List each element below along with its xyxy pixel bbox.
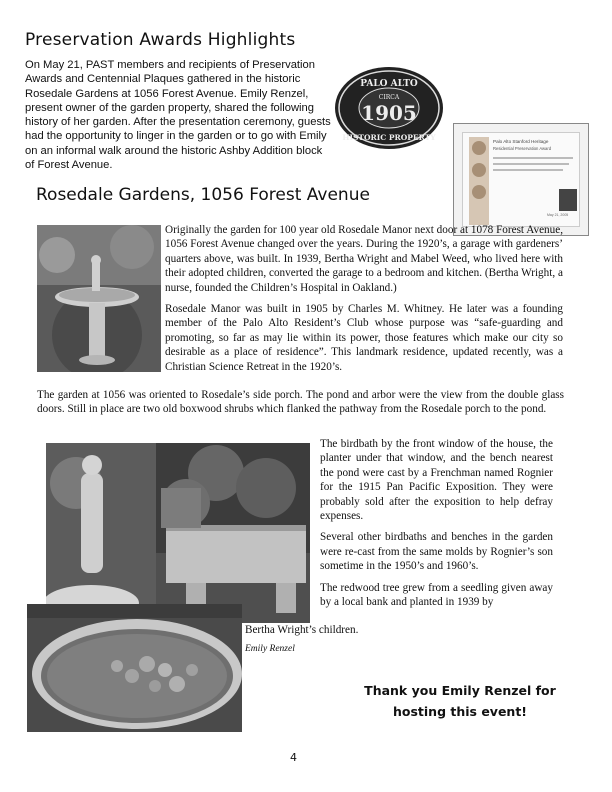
statue-planter-photo xyxy=(46,443,310,623)
paragraph-recast: Several other birdbaths and benches in the garden were re-cast from the same molds by Rognier’s son sometime in the 1950’s and 1960’s. xyxy=(320,531,553,573)
award-certificate xyxy=(453,123,589,236)
certificate-inner xyxy=(462,132,580,227)
certificate-seal-icon xyxy=(472,185,486,199)
plaque-top-text: PALO ALTO xyxy=(360,79,418,89)
intro-text: On May 21, PAST members and recipients of Preservation Awards and Centennial Plaques gathered in the historic Rosedale Gardens at 1056 Forest Avenue. Emily Renzel, present owner of the garden property, shared the following history of her garden. After the presentation ceremony, guests had the opportunity to linger in the garden or to go with Emily on an informal walk around the historic Ashby Addition block of Forest Avenue. xyxy=(25,59,331,172)
paragraph-birdbath: The birdbath by the front window of the house, the planter under that window, and the bench nearest the pond were cast by a Frenchman named Rognier for the 1915 Pan Pacific Exposition. They were probably sold after the exposition to help defray expenses. xyxy=(320,438,553,523)
section-heading: Preservation Awards Highlights xyxy=(25,30,296,50)
paragraph-garden-orientation: The garden at 1056 was oriented to Rosedale’s side porch. The pond and arbor were the view from the double glass doors. Still in place are two old boxwood shrubs which flanked the pathway from the Rosedale porch to the pond. xyxy=(37,389,564,416)
certificate-logo xyxy=(559,189,577,211)
paragraph-rosedale-manor: Rosedale Manor was built in 1905 by Charles M. Whitney. He later was a founding member of the Palo Alto Resident’s Club whose purpose was “safe-guarding and promoting, so far as may lie within its power, those features which make our city so desirable as a place of residence”. This landmark residence, updated recently, was a Christian Science Retreat in the 1920’s. xyxy=(165,303,563,373)
certificate-line xyxy=(493,157,573,159)
certificate-title: Palo Alto Stanford Heritage xyxy=(493,139,549,144)
page-number: 4 xyxy=(290,751,297,764)
certificate-subtitle: Residential Preservation Award xyxy=(493,146,552,151)
birdbath-photo xyxy=(37,225,161,372)
plaque-year-text: 1905 xyxy=(361,101,417,125)
paragraph-redwood-end: Bertha Wright’s children. xyxy=(245,624,359,636)
pond-photo xyxy=(27,604,242,732)
certificate-seal-icon xyxy=(472,163,486,177)
certificate-date: May 21, 2005 xyxy=(547,213,569,217)
paragraph-redwood: The redwood tree grew from a seedling given away by a local bank and planted in 1939 by xyxy=(320,581,553,609)
article-intro-block xyxy=(165,223,563,381)
certificate-seal-icon xyxy=(472,141,486,155)
certificate-line xyxy=(493,163,569,165)
intro-paragraph xyxy=(25,58,331,172)
article-heading: Rosedale Gardens, 1056 Forest Avenue xyxy=(36,185,370,205)
plaque-bottom-text: HISTORIC PROPERTY xyxy=(342,133,436,142)
paragraph-history: Originally the garden for 100 year old Rosedale Manor next door at 1078 Forest Avenue, 1056 Forest Avenue changed over the years. During the 1920’s, a garage with gardeners’ quarters above, was built. In 1939, Bertha Wright and Mabel Weed, who lived here with their adopted children, converted the garage to a bedroom and kitchen. (Bertha Wright, a nurse, founded the Children’s Hospital in Oakland.) xyxy=(165,224,563,294)
article-right-column xyxy=(320,437,553,616)
certificate-line xyxy=(493,169,563,171)
plaque-circa-text: CIRCA xyxy=(378,94,400,101)
author-signature: Emily Renzel xyxy=(245,644,295,654)
historic-plaque xyxy=(334,66,444,150)
thank-you-note: Thank you Emily Renzel for hosting this event! xyxy=(364,683,556,719)
